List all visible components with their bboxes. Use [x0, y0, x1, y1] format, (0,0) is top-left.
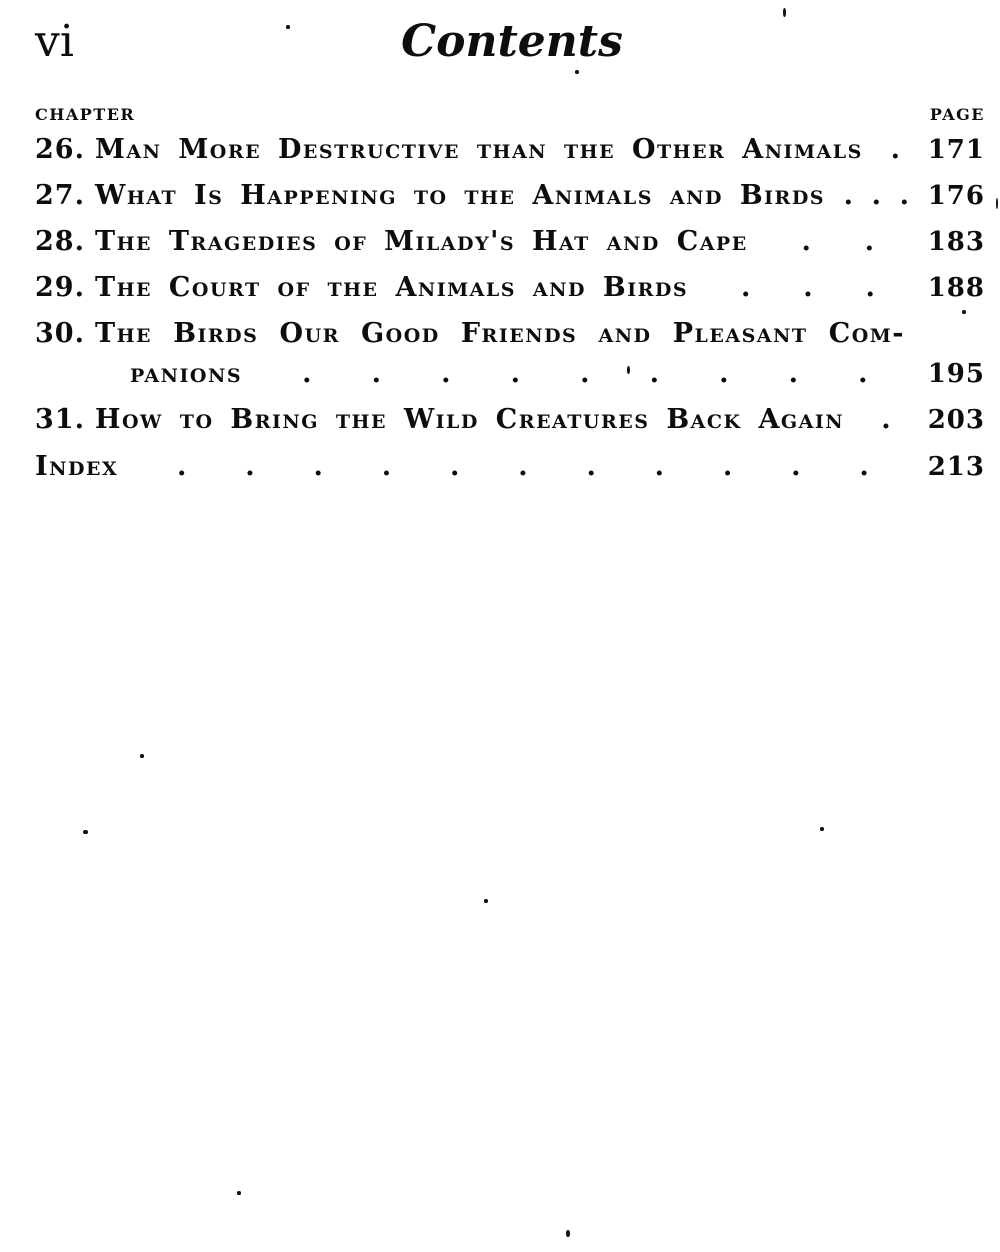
page-number: 203: [927, 405, 985, 435]
scan-speck: [484, 899, 488, 903]
leader-dot: .: [177, 451, 187, 482]
leader-dot: .: [313, 451, 323, 482]
leader-dot: .: [302, 358, 312, 389]
leader-dot: .: [890, 134, 900, 165]
leader-dot: .: [864, 226, 874, 257]
page-number: 195: [927, 359, 985, 389]
leader-dot: .: [719, 358, 729, 389]
table-of-contents: [35, 136, 985, 499]
toc-row: [35, 274, 985, 302]
chapter-number: 31.: [35, 404, 85, 435]
dot-leader: [863, 136, 928, 164]
page-number: 188: [927, 273, 985, 303]
scan-speck: [83, 830, 88, 834]
page-number: 183: [927, 227, 985, 257]
leader-dot: .: [881, 404, 891, 435]
leader-dot: .: [245, 451, 255, 482]
chapter-number: 26.: [35, 134, 85, 165]
leader-dot: .: [649, 358, 660, 389]
scan-speck: [783, 8, 786, 17]
scan-speck: [627, 366, 630, 374]
chapter-title: The Tragedies of Milady's Hat and Cape: [95, 226, 748, 257]
leader-dot: .: [791, 451, 801, 482]
chapter-title: Man More Destructive than the Other Animals: [95, 134, 863, 165]
toc-row: [35, 406, 985, 434]
dot-leader: [242, 360, 928, 388]
toc-row: [35, 453, 985, 481]
chapter-title: panions: [130, 358, 243, 389]
chapter-title: How to Bring the Wild Creatures Back Again: [95, 404, 845, 435]
toc-row: [35, 136, 985, 164]
toc-row: [35, 228, 985, 256]
dot-leader: [118, 453, 928, 481]
leader-dot: .: [371, 358, 382, 389]
leader-dot: .: [654, 451, 665, 482]
dot-leader: [825, 182, 928, 210]
scan-speck: [566, 1230, 570, 1237]
leader-dot: .: [859, 451, 869, 482]
leader-dot: .: [510, 358, 521, 389]
folio-number: vi: [35, 16, 74, 67]
leader-dot: .: [381, 451, 392, 482]
leader-dot: .: [586, 451, 596, 482]
leader-dot: .: [740, 272, 751, 303]
page-column-header: PAGE: [929, 105, 985, 124]
chapter-number: 27.: [35, 180, 85, 211]
toc-row: [35, 360, 985, 388]
toc-row: [35, 320, 985, 348]
scan-speck: [575, 70, 579, 74]
leader-dot: .: [722, 451, 733, 482]
dot-leader: [748, 228, 928, 256]
page-number: 213: [927, 452, 985, 482]
leader-dot: .: [788, 358, 799, 389]
page-number: 171: [927, 135, 985, 165]
column-headers: [35, 107, 985, 123]
toc-row: [35, 182, 985, 210]
chapter-title: What Is Happening to the Animals and Birds: [95, 180, 826, 211]
dot-leader: [844, 406, 928, 434]
dot-leader: [688, 274, 928, 302]
scan-speck: [996, 198, 998, 209]
leader-dot: .: [441, 358, 451, 389]
chapter-title: Index: [35, 451, 119, 482]
scan-speck: [286, 25, 290, 29]
scan-speck: [820, 827, 824, 831]
chapter-number: 30.: [35, 318, 85, 349]
page-number: 176: [927, 181, 985, 211]
scan-speck: [962, 310, 966, 314]
leader-dot: .: [803, 272, 813, 303]
leader-dot: .: [580, 358, 590, 389]
chapter-title: The Court of the Animals and Birds: [95, 272, 689, 303]
chapter-number: 28.: [35, 226, 85, 257]
scan-speck: [237, 1191, 241, 1195]
scan-speck: [140, 754, 144, 758]
chapter-column-header: CHAPTER: [35, 105, 136, 124]
leader-dot: .: [449, 451, 460, 482]
page-title: Contents: [401, 16, 623, 67]
leader-dot: .: [801, 226, 811, 257]
leader-dot: .: [843, 180, 854, 211]
leader-dot: .: [858, 358, 868, 389]
chapter-title: The Birds Our Good Friends and Pleasant Com-: [95, 318, 905, 349]
leader-dot: .: [871, 180, 882, 211]
leader-dot: .: [518, 451, 528, 482]
leader-dot: .: [865, 272, 875, 303]
chapter-number: 29.: [35, 272, 85, 303]
leader-dot: .: [899, 180, 910, 211]
